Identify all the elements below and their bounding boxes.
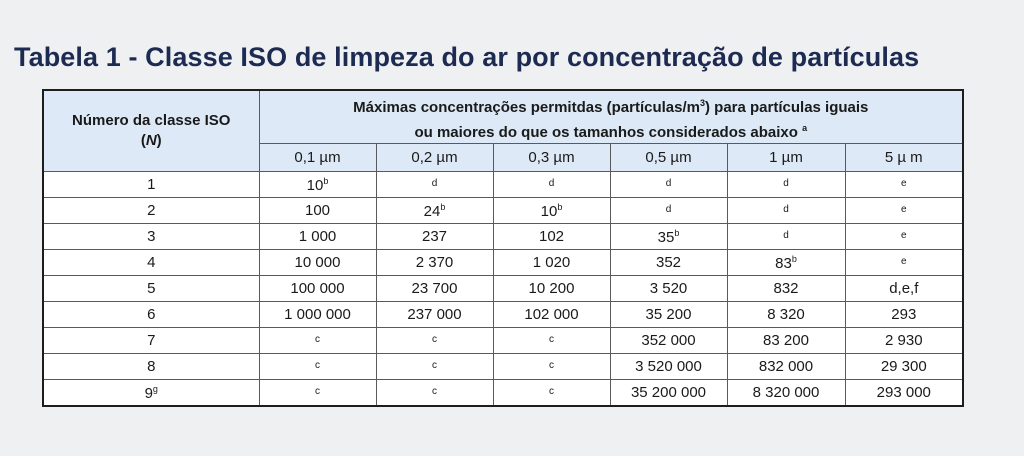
concentration-cell: [727, 198, 845, 224]
concentration-cell: [493, 276, 610, 302]
concentration-cell: [727, 276, 845, 302]
concentration-cell: [610, 276, 727, 302]
footnote-marker: e: [901, 256, 907, 267]
concentration-value: 832 000: [758, 358, 814, 375]
concentration-value: 83 200: [763, 332, 809, 349]
concentration-cell: [845, 276, 963, 302]
concentration-cell: [259, 354, 376, 380]
size-header: 0,3 µm: [493, 144, 610, 172]
concentration-cell: [845, 250, 963, 276]
max-header-line1-sup: 3: [699, 98, 705, 108]
concentration-cell: [610, 250, 727, 276]
footnote-marker: d: [665, 204, 672, 215]
concentration-cell: [610, 198, 727, 224]
class-footnote: g: [152, 383, 158, 394]
concentration-value: 1 000 000: [284, 306, 351, 323]
concentration-value: d,e,f: [889, 280, 919, 297]
footnote-marker: d: [431, 178, 438, 189]
class-number: 7: [147, 332, 156, 349]
class-number-cell: [43, 328, 259, 354]
class-number-cell: [43, 354, 259, 380]
concentration-value: 8 320 000: [752, 384, 820, 401]
concentration-cell: [610, 354, 727, 380]
concentration-value: 29 300: [880, 358, 927, 375]
concentration-value: 10 200: [528, 280, 575, 297]
max-concentration-header: [259, 90, 963, 144]
footnote-marker: c: [432, 334, 437, 345]
size-header: 1 µm: [727, 144, 845, 172]
footnote-marker: c: [549, 360, 554, 371]
footnote-marker: b: [791, 253, 797, 264]
concentration-value: 10: [306, 176, 324, 194]
concentration-cell: [493, 328, 610, 354]
footnote-marker: e: [901, 230, 907, 241]
size-header: 5 µ m: [845, 144, 963, 172]
concentration-cell: [845, 172, 963, 198]
footnote-marker: d: [783, 230, 789, 241]
concentration-value: 293: [891, 306, 917, 323]
concentration-value: 352 000: [641, 332, 696, 349]
class-number-cell: [43, 380, 259, 407]
footnote-marker: b: [674, 227, 680, 238]
size-header: 0,5 µm: [610, 144, 727, 172]
concentration-cell: [727, 172, 845, 198]
concentration-cell: [727, 250, 845, 276]
class-number-cell: [43, 302, 259, 328]
concentration-cell: [493, 380, 610, 407]
concentration-value: 293 000: [876, 384, 931, 401]
size-header: 0,1 µm: [259, 144, 376, 172]
class-number-cell: [43, 250, 259, 276]
concentration-value: 35: [657, 228, 675, 246]
concentration-value: 23 700: [411, 280, 458, 297]
concentration-cell: [727, 224, 845, 250]
concentration-cell: [259, 172, 376, 198]
concentration-cell: [376, 224, 493, 250]
concentration-value: 832: [773, 280, 799, 297]
concentration-cell: [376, 380, 493, 407]
class-number: 6: [147, 306, 156, 323]
concentration-value: 237: [421, 228, 448, 245]
concentration-cell: [493, 250, 610, 276]
concentration-cell: [259, 302, 376, 328]
max-header-line1-end: ) para partículas iguais: [705, 99, 869, 116]
table-row: [43, 328, 963, 354]
concentration-cell: [259, 380, 376, 407]
table-row: [43, 224, 963, 250]
class-number: 5: [147, 280, 156, 297]
concentration-cell: [845, 380, 963, 407]
table-row: [43, 276, 963, 302]
concentration-cell: [259, 224, 376, 250]
concentration-cell: [727, 302, 845, 328]
table-row: [43, 354, 963, 380]
class-number-cell: [43, 198, 259, 224]
concentration-cell: [610, 328, 727, 354]
concentration-value: 8 320: [767, 306, 805, 323]
concentration-cell: [493, 354, 610, 380]
class-column-header: [43, 90, 259, 172]
footnote-marker: c: [432, 386, 437, 397]
table-row: [43, 250, 963, 276]
concentration-value: 3 520: [649, 280, 688, 297]
footnote-marker: d: [783, 204, 789, 215]
concentration-cell: [610, 302, 727, 328]
concentration-cell: [727, 380, 845, 407]
size-header: 0,2 µm: [376, 144, 493, 172]
class-column-symbol-open: (: [140, 132, 146, 149]
concentration-cell: [727, 328, 845, 354]
concentration-value: 3 520 000: [635, 358, 702, 375]
concentration-cell: [376, 354, 493, 380]
concentration-cell: [610, 380, 727, 407]
concentration-value: 10: [540, 202, 558, 220]
table-row: [43, 172, 963, 198]
concentration-value: 102: [538, 228, 565, 245]
concentration-value: 35 200 000: [630, 384, 707, 401]
concentration-cell: [845, 354, 963, 380]
concentration-value: 2 370: [415, 254, 454, 271]
iso-class-table: [42, 89, 964, 407]
concentration-value: 237 000: [407, 306, 462, 323]
footnote-marker: b: [440, 201, 446, 212]
table-row: [43, 302, 963, 328]
concentration-cell: [493, 172, 610, 198]
table-row: [43, 198, 963, 224]
max-header-line2: ou maiores do que os tamanhos considerados abaixo: [414, 124, 798, 141]
class-number: 2: [147, 202, 156, 219]
concentration-value: 352: [655, 254, 682, 271]
footnote-marker: e: [901, 178, 907, 189]
concentration-cell: [376, 198, 493, 224]
class-number: 9: [144, 384, 153, 402]
table-body: [43, 172, 963, 407]
concentration-cell: [376, 250, 493, 276]
concentration-value: 1 000: [298, 228, 337, 245]
concentration-value: 1 020: [532, 254, 571, 271]
concentration-value: 10 000: [294, 254, 341, 271]
concentration-cell: [259, 198, 376, 224]
concentration-cell: [259, 276, 376, 302]
class-column-label: Número da classe ISO: [72, 112, 231, 129]
concentration-value: 35 200: [645, 306, 692, 323]
class-number: 3: [147, 228, 156, 245]
class-number: 4: [147, 254, 156, 271]
concentration-cell: [259, 250, 376, 276]
concentration-value: 100: [304, 202, 331, 219]
concentration-cell: [727, 354, 845, 380]
footnote-marker: c: [315, 334, 320, 345]
footnote-marker: c: [315, 360, 320, 371]
max-header-line1: Máximas concentrações permitdas (partículas/m: [353, 99, 700, 116]
concentration-cell: [376, 302, 493, 328]
footnote-marker: c: [549, 386, 554, 397]
footnote-marker: c: [549, 334, 554, 345]
class-number: 8: [147, 358, 156, 375]
class-number-cell: [43, 172, 259, 198]
class-number-cell: [43, 224, 259, 250]
concentration-cell: [845, 198, 963, 224]
footnote-marker: c: [432, 360, 437, 371]
concentration-cell: [376, 172, 493, 198]
class-column-symbol-close: ): [156, 132, 162, 149]
concentration-cell: [845, 302, 963, 328]
concentration-value: 100 000: [290, 280, 345, 297]
max-header-footnote: a: [802, 123, 808, 133]
page-title: Tabela 1 - Classe ISO de limpeza do ar por concentração de partículas: [14, 42, 920, 72]
class-number: 1: [147, 176, 156, 193]
concentration-cell: [493, 302, 610, 328]
concentration-cell: [845, 224, 963, 250]
footnote-marker: d: [665, 178, 672, 189]
concentration-value: 2 930: [885, 332, 923, 349]
concentration-cell: [845, 328, 963, 354]
concentration-cell: [493, 198, 610, 224]
footnote-marker: d: [783, 178, 789, 189]
concentration-cell: [610, 172, 727, 198]
footnote-marker: b: [557, 201, 563, 212]
footnote-marker: d: [548, 178, 555, 189]
table-row: [43, 380, 963, 407]
footnote-marker: b: [323, 175, 329, 186]
concentration-value: 102 000: [524, 306, 579, 323]
concentration-cell: [610, 224, 727, 250]
footnote-marker: c: [315, 386, 320, 397]
concentration-value: 83: [775, 254, 792, 272]
concentration-cell: [376, 328, 493, 354]
class-number-cell: [43, 276, 259, 302]
concentration-cell: [259, 328, 376, 354]
concentration-cell: [493, 224, 610, 250]
class-column-symbol: N: [145, 132, 157, 149]
concentration-value: 24: [423, 202, 441, 220]
concentration-cell: [376, 276, 493, 302]
footnote-marker: e: [901, 204, 907, 215]
